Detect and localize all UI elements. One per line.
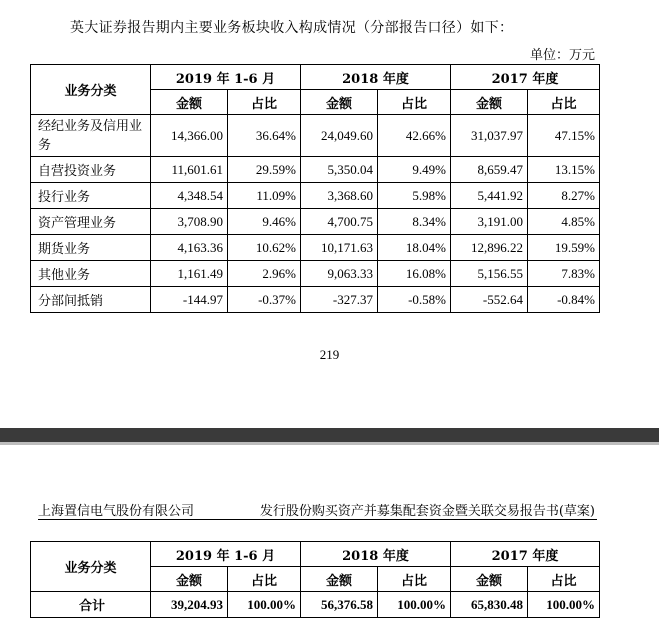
running-header-document: 发行股份购买资产并募集配套资金暨关联交易报告书(草案) — [259, 504, 595, 519]
cell-value: 24,049.60 — [301, 115, 378, 157]
period-header: 2018 年度 — [301, 542, 451, 567]
table-row — [31, 157, 600, 183]
cell-value: 9.49% — [378, 157, 451, 183]
segment-revenue-table-continued — [30, 541, 600, 618]
row-name: 投行业务 — [31, 183, 151, 209]
cell-value: 42.66% — [378, 115, 451, 157]
cell-value: 8.34% — [378, 209, 451, 235]
cell-value: 5,441.92 — [451, 183, 528, 209]
cell-value: 13.15% — [528, 157, 600, 183]
row-name: 资产管理业务 — [31, 209, 151, 235]
table-row — [31, 183, 600, 209]
row-name: 自营投资业务 — [31, 157, 151, 183]
cell-value: 10,171.63 — [301, 235, 378, 261]
cell-value: 100.00% — [228, 592, 301, 618]
category-header: 业务分类 — [31, 65, 151, 115]
cell-value: -0.58% — [378, 287, 451, 313]
cell-value: 3,191.00 — [451, 209, 528, 235]
total-row — [31, 592, 600, 618]
amount-header: 金额 — [451, 90, 528, 115]
period-header: 2017 年度 — [451, 542, 600, 567]
cell-value: 9.46% — [228, 209, 301, 235]
cell-value: 47.15% — [528, 115, 600, 157]
cell-value: 4.85% — [528, 209, 600, 235]
unit-label: 单位：万元 — [529, 48, 595, 63]
cell-value: 3,368.60 — [301, 183, 378, 209]
cell-value: 14,366.00 — [151, 115, 228, 157]
period-header: 2019 年 1-6 月 — [151, 542, 301, 567]
ratio-header: 占比 — [528, 90, 600, 115]
header-rule — [38, 519, 597, 520]
row-name: 其他业务 — [31, 261, 151, 287]
page-divider — [0, 428, 659, 442]
amount-header: 金额 — [151, 567, 228, 592]
cell-value: 9,063.33 — [301, 261, 378, 287]
cell-value: 18.04% — [378, 235, 451, 261]
row-name: 分部间抵销 — [31, 287, 151, 313]
cell-value: 4,700.75 — [301, 209, 378, 235]
ratio-header: 占比 — [228, 567, 301, 592]
cell-value: 2.96% — [228, 261, 301, 287]
cell-value: 36.64% — [228, 115, 301, 157]
ratio-header: 占比 — [528, 567, 600, 592]
cell-value: 16.08% — [378, 261, 451, 287]
cell-value: 29.59% — [228, 157, 301, 183]
cell-value: 11.09% — [228, 183, 301, 209]
cell-value: 100.00% — [378, 592, 451, 618]
cell-value: 11,601.61 — [151, 157, 228, 183]
cell-value: 65,830.48 — [451, 592, 528, 618]
period-header: 2019 年 1-6 月 — [151, 65, 301, 90]
cell-value: 4,163.36 — [151, 235, 228, 261]
period-header: 2018 年度 — [301, 65, 451, 90]
amount-header: 金额 — [151, 90, 228, 115]
table-row — [31, 235, 600, 261]
table-row — [31, 115, 600, 157]
cell-value: 31,037.97 — [451, 115, 528, 157]
cell-value: 5.98% — [378, 183, 451, 209]
table-row — [31, 287, 600, 313]
cell-value: 3,708.90 — [151, 209, 228, 235]
cell-value: 5,156.55 — [451, 261, 528, 287]
ratio-header: 占比 — [378, 567, 451, 592]
period-header: 2017 年度 — [451, 65, 600, 90]
cell-value: 12,896.22 — [451, 235, 528, 261]
cell-value: -327.37 — [301, 287, 378, 313]
amount-header: 金额 — [301, 567, 378, 592]
amount-header: 金额 — [451, 567, 528, 592]
cell-value: 7.83% — [528, 261, 600, 287]
cell-value: 19.59% — [528, 235, 600, 261]
ratio-header: 占比 — [378, 90, 451, 115]
cell-value: 8,659.47 — [451, 157, 528, 183]
cell-value: 56,376.58 — [301, 592, 378, 618]
ratio-header: 占比 — [228, 90, 301, 115]
table-row — [31, 261, 600, 287]
cell-value: 4,348.54 — [151, 183, 228, 209]
cell-value: 10.62% — [228, 235, 301, 261]
amount-header: 金额 — [301, 90, 378, 115]
cell-value: -552.64 — [451, 287, 528, 313]
row-name: 经纪业务及信用业务 — [31, 115, 151, 157]
cell-value: -0.37% — [228, 287, 301, 313]
cell-value: -0.84% — [528, 287, 600, 313]
cell-value: 39,204.93 — [151, 592, 228, 618]
intro-paragraph: 英大证券报告期内主要业务板块收入构成情况（分部报告口径）如下： — [70, 20, 514, 36]
total-label: 合计 — [31, 592, 151, 618]
cell-value: 5,350.04 — [301, 157, 378, 183]
segment-revenue-table — [30, 64, 600, 313]
cell-value: 100.00% — [528, 592, 600, 618]
category-header: 业务分类 — [31, 542, 151, 592]
table-row — [31, 209, 600, 235]
row-name: 期货业务 — [31, 235, 151, 261]
cell-value: 8.27% — [528, 183, 600, 209]
cell-value: -144.97 — [151, 287, 228, 313]
running-header-company: 上海置信电气股份有限公司 — [38, 504, 195, 519]
cell-value: 1,161.49 — [151, 261, 228, 287]
page-number: 219 — [319, 347, 340, 362]
